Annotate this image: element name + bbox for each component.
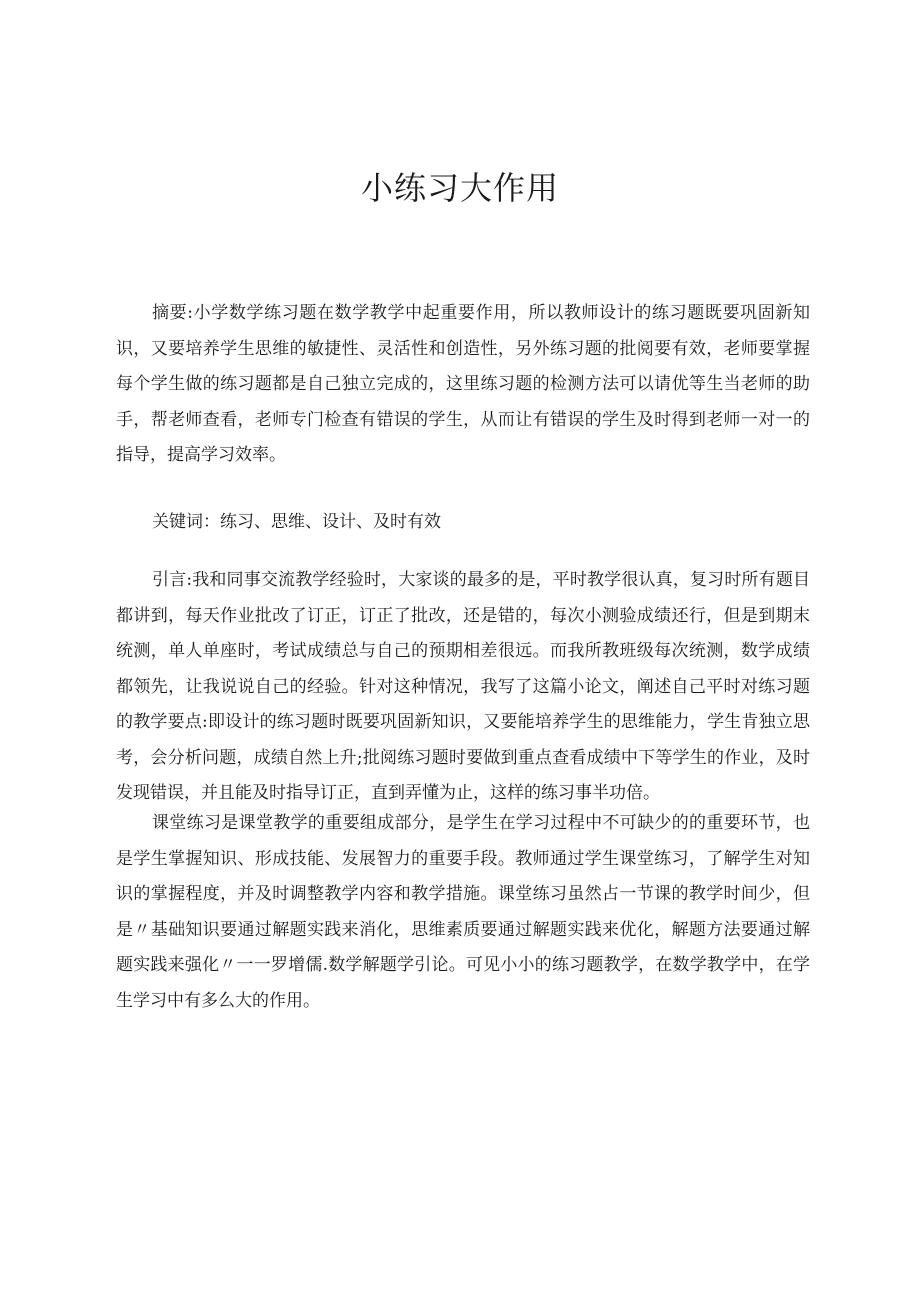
- intro-paragraph: 引言:我和同事交流教学经验时，大家谈的最多的是，平时教学很认真，复习时所有题目都讲到，每天作业批改了订正，订正了批改，还是错的，每次小测验成绩还行，但是到期末统测，单人单座时，考试成绩总与自己的预期相差很远。而我所教班级每次统测，数学成绩都领先，让我说说自己的经验。针对这种情况，我写了这篇小论文，阐述自己平时对练习题的教学要点:即设计的练习题时既要巩固新知识，又要能培养学生的思维能力，学生肯独立思考，会分析问题，成绩自然上升;批阅练习题时要做到重点查看成绩中下等学生的作业，及时发现错误，并且能及时指导订正，直到弄懂为止，这样的练习事半功倍。: [116, 570, 810, 803]
- abstract-paragraph: 摘要:小学数学练习题在数学教学中起重要作用，所以教师设计的练习题既要巩固新知识，又要培养学生思维的敏捷性、灵活性和创造性，另外练习题的批阅要有效，老师要掌握每个学生做的练习题都是自己独立完成的，这里练习题的检测方法可以请优等生当老师的助手，帮老师查看，老师专门检查有错误的学生，从而让有错误的学生及时得到老师一对一的指导，提高学习效率。: [116, 303, 810, 465]
- keywords-paragraph: 关键词：练习、思维、设计、及时有效: [152, 512, 441, 532]
- document-title: 小练习大作用: [360, 169, 559, 207]
- body-paragraph: 课堂练习是课堂教学的重要组成部分，是学生在学习过程中不可缺少的的重要环节，也是学生掌握知识、形成技能、发展智力的重要手段。教师通过学生课堂练习，了解学生对知识的掌握程度，并及时调整教学内容和教学措施。课堂练习虽然占一节课的教学时间少，但是〃基础知识要通过解题实践来消化，思维素质要通过解题实践来优化，解题方法要通过解题实践来强化〃一一罗增儒.数学解题学引论。可见小小的练习题教学，在数学教学中，在学生学习中有多么大的作用。: [116, 813, 810, 1011]
